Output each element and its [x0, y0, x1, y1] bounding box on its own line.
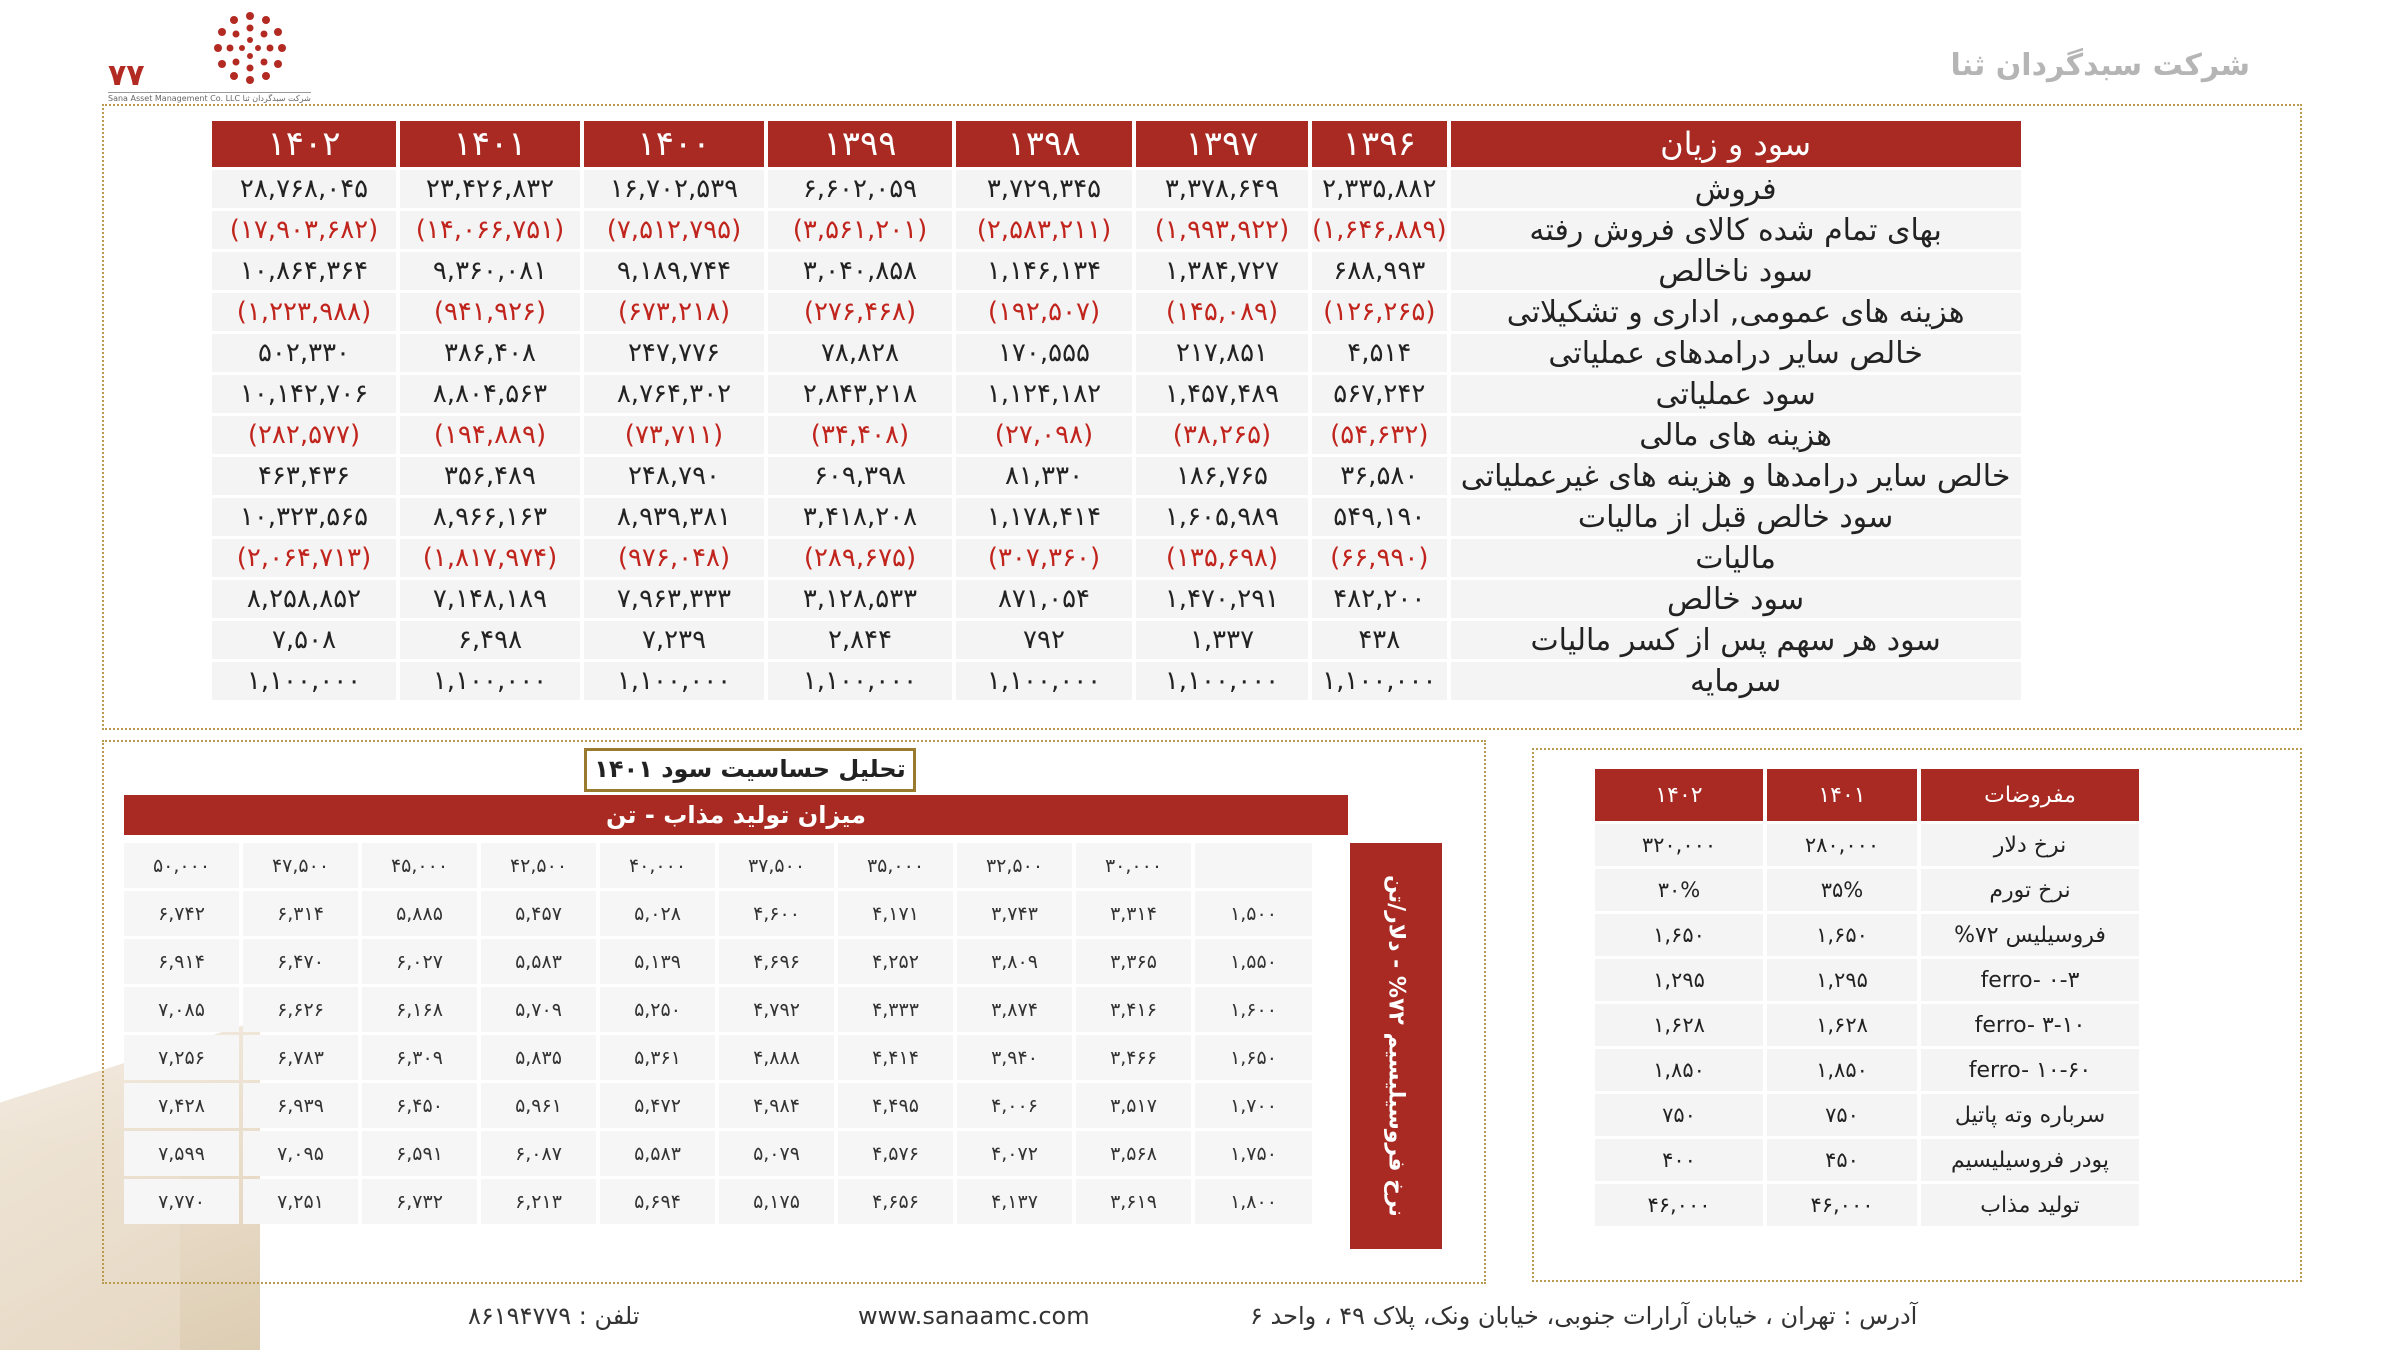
assumptions-cell: ۴۶,۰۰۰ [1595, 1184, 1763, 1226]
table-row [124, 1131, 1312, 1176]
pl-cell: ۸,۹۶۶,۱۶۳ [400, 498, 580, 536]
sensitivity-header-cell: ۳۵,۰۰۰ [838, 843, 953, 888]
sensitivity-header-cell: ۴۰,۰۰۰ [600, 843, 715, 888]
pl-cell: ۴۳۸ [1312, 621, 1447, 659]
pl-cell: ۱,۱۰۰,۰۰۰ [1136, 662, 1308, 700]
pl-cell: ۸,۲۵۸,۸۵۲ [212, 580, 396, 618]
table-row [1595, 1139, 2139, 1181]
assumptions-cell: ۷۵۰ [1595, 1094, 1763, 1136]
pl-cell: ۱,۳۳۷ [1136, 621, 1308, 659]
pl-row-label: مالیات [1451, 539, 2021, 577]
sensitivity-cell: ۵,۵۸۳ [481, 939, 596, 984]
sensitivity-header-cell: ۵۰,۰۰۰ [124, 843, 239, 888]
table-row [212, 334, 2021, 372]
assumptions-year-header: ۱۴۰۱ [1767, 769, 1917, 821]
pl-cell: (۲,۵۸۳,۲۱۱) [956, 211, 1132, 249]
pl-year-header: ۱۳۹۶ [1312, 121, 1447, 167]
pl-cell: (۲۷,۰۹۸) [956, 416, 1132, 454]
assumptions-cell: ۱,۶۵۰ [1595, 914, 1763, 956]
pl-cell: ۲۴۸,۷۹۰ [584, 457, 764, 495]
sensitivity-cell: ۵,۴۵۷ [481, 891, 596, 936]
pl-cell: ۳,۱۲۸,۵۳۳ [768, 580, 952, 618]
sensitivity-cell: ۷,۷۷۰ [124, 1179, 239, 1224]
assumptions-cell: ۱,۸۵۰ [1595, 1049, 1763, 1091]
sensitivity-row-header: ۱,۶۰۰ [1195, 987, 1312, 1032]
sensitivity-cell: ۴,۶۹۶ [719, 939, 834, 984]
pl-cell: ۲,۳۳۵,۸۸۲ [1312, 170, 1447, 208]
footer-website[interactable]: www.sanaamc.com [858, 1302, 1090, 1330]
pl-cell: (۱,۶۴۶,۸۸۹) [1312, 211, 1447, 249]
sensitivity-cell: ۴,۳۳۳ [838, 987, 953, 1032]
sensitivity-title: تحلیل حساسیت سود ۱۴۰۱ [584, 748, 916, 792]
pl-year-header: ۱۳۹۷ [1136, 121, 1308, 167]
pl-cell: ۱۰,۱۴۲,۷۰۶ [212, 375, 396, 413]
pl-cell: ۱,۱۰۰,۰۰۰ [1312, 662, 1447, 700]
pl-cell: (۶۶,۹۹۰) [1312, 539, 1447, 577]
sensitivity-cell: ۵,۲۵۰ [600, 987, 715, 1032]
pl-cell: (۱۹۴,۸۸۹) [400, 416, 580, 454]
pl-cell: ۱,۱۰۰,۰۰۰ [584, 662, 764, 700]
pl-row-label: بهای تمام شده کالای فروش رفته [1451, 211, 2021, 249]
pl-row-label: سود خالص [1451, 580, 2021, 618]
sensitivity-cell: ۶,۶۲۶ [243, 987, 358, 1032]
table-row [212, 293, 2021, 331]
table-row [1595, 959, 2139, 1001]
table-row [212, 416, 2021, 454]
pl-cell: ۱,۴۷۰,۲۹۱ [1136, 580, 1308, 618]
table-row [212, 539, 2021, 577]
sensitivity-cell: ۶,۵۹۱ [362, 1131, 477, 1176]
footer-phone: تلفن : ۸۶۱۹۴۷۷۹ [468, 1302, 640, 1330]
pl-row-label: سود عملیاتی [1451, 375, 2021, 413]
table-row [1595, 1094, 2139, 1136]
pl-cell: ۱۷۰,۵۵۵ [956, 334, 1132, 372]
pl-cell: ۹,۳۶۰,۰۸۱ [400, 252, 580, 290]
sensitivity-cell: ۷,۰۸۵ [124, 987, 239, 1032]
assumptions-table [1591, 766, 2143, 1229]
table-row [1595, 1004, 2139, 1046]
sensitivity-cell: ۷,۲۵۱ [243, 1179, 358, 1224]
assumptions-row-label: ferro- ۱۰-۶۰ [1921, 1049, 2139, 1091]
pl-year-header: ۱۴۰۲ [212, 121, 396, 167]
pl-cell: ۱,۱۰۰,۰۰۰ [400, 662, 580, 700]
pl-cell: (۱۳۵,۶۹۸) [1136, 539, 1308, 577]
sensitivity-row-header: ۱,۶۵۰ [1195, 1035, 1312, 1080]
assumptions-row-label: پودر فروسیلیسیم [1921, 1139, 2139, 1181]
pl-cell: ۶,۴۹۸ [400, 621, 580, 659]
sensitivity-cell: ۳,۷۴۳ [957, 891, 1072, 936]
sensitivity-cell: ۵,۱۳۹ [600, 939, 715, 984]
pl-cell: ۱,۳۸۴,۷۲۷ [1136, 252, 1308, 290]
sensitivity-cell: ۶,۰۸۷ [481, 1131, 596, 1176]
sensitivity-row-header: ۱,۵۵۰ [1195, 939, 1312, 984]
sensitivity-column-axis: میزان تولید مذاب - تن [124, 795, 1348, 835]
sensitivity-cell: ۴,۸۸۸ [719, 1035, 834, 1080]
sensitivity-cell: ۳,۴۶۶ [1076, 1035, 1191, 1080]
pl-year-header: ۱۴۰۰ [584, 121, 764, 167]
pl-title: سود و زیان [1451, 121, 2021, 167]
table-row [212, 457, 2021, 495]
sensitivity-cell: ۳,۸۰۹ [957, 939, 1072, 984]
assumptions-cell: ۳۵% [1767, 869, 1917, 911]
pl-cell: ۴,۵۱۴ [1312, 334, 1447, 372]
sensitivity-cell: ۶,۳۰۹ [362, 1035, 477, 1080]
sensitivity-row-header: ۱,۷۵۰ [1195, 1131, 1312, 1176]
pl-cell: (۳۸,۲۶۵) [1136, 416, 1308, 454]
sensitivity-header-row [124, 843, 1312, 888]
sensitivity-cell: ۶,۱۶۸ [362, 987, 477, 1032]
pl-cell: ۹,۱۸۹,۷۴۴ [584, 252, 764, 290]
table-row [212, 211, 2021, 249]
sensitivity-cell: ۵,۱۷۵ [719, 1179, 834, 1224]
sensitivity-cell: ۴,۵۷۶ [838, 1131, 953, 1176]
assumptions-row-label: سرباره وته پاتیل [1921, 1094, 2139, 1136]
pl-cell: ۳,۴۱۸,۲۰۸ [768, 498, 952, 536]
sensitivity-header-cell: ۴۲,۵۰۰ [481, 843, 596, 888]
sensitivity-cell: ۶,۷۳۲ [362, 1179, 477, 1224]
sensitivity-header-cell: ۳۰,۰۰۰ [1076, 843, 1191, 888]
sensitivity-cell: ۴,۴۱۴ [838, 1035, 953, 1080]
pl-cell: ۷,۲۳۹ [584, 621, 764, 659]
pl-cell: (۱۹۲,۵۰۷) [956, 293, 1132, 331]
sensitivity-cell: ۳,۳۶۵ [1076, 939, 1191, 984]
table-row [124, 1035, 1312, 1080]
sensitivity-cell: ۵,۴۷۲ [600, 1083, 715, 1128]
profit-loss-section [208, 118, 2025, 703]
pl-cell: ۴۸۲,۲۰۰ [1312, 580, 1447, 618]
pl-cell: ۷,۵۰۸ [212, 621, 396, 659]
sensitivity-cell: ۴,۹۸۴ [719, 1083, 834, 1128]
pl-cell: (۲۸۲,۵۷۷) [212, 416, 396, 454]
pl-cell: ۱۰,۳۲۳,۵۶۵ [212, 498, 396, 536]
assumptions-cell: ۱,۲۹۵ [1595, 959, 1763, 1001]
assumptions-cell: ۲۸۰,۰۰۰ [1767, 824, 1917, 866]
sensitivity-row-header: ۱,۷۰۰ [1195, 1083, 1312, 1128]
pl-cell: (۹۷۶,۰۴۸) [584, 539, 764, 577]
pl-cell: ۱,۱۷۸,۴۱۴ [956, 498, 1132, 536]
pl-cell: (۳۴,۴۰۸) [768, 416, 952, 454]
pl-cell: ۱۶,۷۰۲,۵۳۹ [584, 170, 764, 208]
sensitivity-cell: ۵,۹۶۱ [481, 1083, 596, 1128]
pl-cell: ۲۳,۴۲۶,۸۳۲ [400, 170, 580, 208]
pl-cell: (۷۳,۷۱۱) [584, 416, 764, 454]
company-logo [100, 8, 311, 103]
assumptions-cell: ۴۶,۰۰۰ [1767, 1184, 1917, 1226]
pl-cell: ۳۶,۵۸۰ [1312, 457, 1447, 495]
sensitivity-cell: ۳,۵۶۸ [1076, 1131, 1191, 1176]
pl-cell: ۱,۱۰۰,۰۰۰ [768, 662, 952, 700]
table-row [124, 939, 1312, 984]
assumptions-year-header: ۱۴۰۲ [1595, 769, 1763, 821]
table-row [124, 891, 1312, 936]
pl-cell: ۲۱۷,۸۵۱ [1136, 334, 1308, 372]
pl-cell: ۱,۱۰۰,۰۰۰ [956, 662, 1132, 700]
pl-cell: (۶۷۳,۲۱۸) [584, 293, 764, 331]
pl-cell: (۲۸۹,۶۷۵) [768, 539, 952, 577]
pl-cell: ۱,۱۰۰,۰۰۰ [212, 662, 396, 700]
sensitivity-cell: ۶,۷۴۲ [124, 891, 239, 936]
pl-cell: (۱۴,۰۶۶,۷۵۱) [400, 211, 580, 249]
pl-cell: ۱۸۶,۷۶۵ [1136, 457, 1308, 495]
sensitivity-cell: ۵,۰۲۸ [600, 891, 715, 936]
assumptions-cell: ۱,۶۲۸ [1767, 1004, 1917, 1046]
pl-row-label: سود خالص قبل از مالیات [1451, 498, 2021, 536]
sensitivity-header-cell: ۳۷,۵۰۰ [719, 843, 834, 888]
pl-cell: ۸۱,۳۳۰ [956, 457, 1132, 495]
sensitivity-header-cell: ۴۵,۰۰۰ [362, 843, 477, 888]
pl-cell: ۵۰۲,۳۳۰ [212, 334, 396, 372]
sensitivity-cell: ۵,۸۸۵ [362, 891, 477, 936]
pl-cell: (۲,۰۶۴,۷۱۳) [212, 539, 396, 577]
sensitivity-cell: ۵,۳۶۱ [600, 1035, 715, 1080]
sensitivity-cell: ۳,۶۱۹ [1076, 1179, 1191, 1224]
pl-cell: (۵۴,۶۳۲) [1312, 416, 1447, 454]
logo-number: ۷۷ [108, 58, 145, 93]
pl-cell: ۵۴۹,۱۹۰ [1312, 498, 1447, 536]
assumptions-header-row [1595, 769, 2139, 821]
pl-year-header: ۱۴۰۱ [400, 121, 580, 167]
sensitivity-cell: ۵,۸۳۵ [481, 1035, 596, 1080]
sensitivity-cell: ۵,۷۰۹ [481, 987, 596, 1032]
sensitivity-row-header: ۱,۵۰۰ [1195, 891, 1312, 936]
pl-cell: ۸۷۱,۰۵۴ [956, 580, 1132, 618]
sensitivity-cell: ۴,۱۷۱ [838, 891, 953, 936]
sensitivity-header-cell: ۴۷,۵۰۰ [243, 843, 358, 888]
assumptions-cell: ۱,۶۵۰ [1767, 914, 1917, 956]
pl-cell: ۱,۶۰۵,۹۸۹ [1136, 498, 1308, 536]
table-row [124, 1179, 1312, 1224]
assumptions-cell: ۳۲۰,۰۰۰ [1595, 824, 1763, 866]
assumptions-row-label: ferro- ۳-۱۰ [1921, 1004, 2139, 1046]
pl-cell: ۱۰,۸۶۴,۳۶۴ [212, 252, 396, 290]
pl-row-label: فروش [1451, 170, 2021, 208]
pl-cell: ۷,۹۶۳,۳۳۳ [584, 580, 764, 618]
table-row [124, 987, 1312, 1032]
sensitivity-cell: ۴,۴۹۵ [838, 1083, 953, 1128]
pl-cell: ۲,۸۴۳,۲۱۸ [768, 375, 952, 413]
assumptions-cell: ۱,۶۲۸ [1595, 1004, 1763, 1046]
pl-cell: (۳,۵۶۱,۲۰۱) [768, 211, 952, 249]
pl-cell: ۱,۱۴۶,۱۳۴ [956, 252, 1132, 290]
sensitivity-row-axis [1350, 843, 1442, 1249]
pl-cell: ۳,۳۷۸,۶۴۹ [1136, 170, 1308, 208]
brand-name: شرکت سبدگردان ثنا [1950, 48, 2250, 83]
pl-cell: ۸,۷۶۴,۳۰۲ [584, 375, 764, 413]
pl-cell: (۳۰۷,۳۶۰) [956, 539, 1132, 577]
table-row [212, 252, 2021, 290]
sensitivity-cell: ۶,۹۳۹ [243, 1083, 358, 1128]
pl-row-label: سود ناخالص [1451, 252, 2021, 290]
sensitivity-body [124, 843, 1312, 1224]
pl-cell: (۱,۸۱۷,۹۷۴) [400, 539, 580, 577]
pl-cell: ۲,۸۴۴ [768, 621, 952, 659]
pl-cell: (۱,۹۹۳,۹۲۲) [1136, 211, 1308, 249]
sensitivity-cell: ۵,۰۷۹ [719, 1131, 834, 1176]
sensitivity-cell: ۳,۳۱۴ [1076, 891, 1191, 936]
pl-row-label: خالص سایر درامدها و هزینه های غیرعملیاتی [1451, 457, 2021, 495]
table-row [212, 580, 2021, 618]
pl-year-header: ۱۳۹۹ [768, 121, 952, 167]
pl-cell: (۷,۵۱۲,۷۹۵) [584, 211, 764, 249]
sensitivity-section [120, 840, 1316, 1227]
sensitivity-cell: ۴,۲۵۲ [838, 939, 953, 984]
table-row [1595, 1049, 2139, 1091]
pl-row-label: سرمایه [1451, 662, 2021, 700]
sensitivity-table [120, 840, 1316, 1227]
pl-row-label: سود هر سهم پس از کسر مالیات [1451, 621, 2021, 659]
sensitivity-cell: ۵,۶۹۴ [600, 1179, 715, 1224]
pl-row-label: هزینه های مالی [1451, 416, 2021, 454]
sensitivity-cell: ۷,۰۹۵ [243, 1131, 358, 1176]
pl-cell: ۶۰۹,۳۹۸ [768, 457, 952, 495]
profit-loss-table [208, 118, 2025, 703]
sensitivity-cell: ۶,۳۱۴ [243, 891, 358, 936]
sensitivity-cell: ۴,۰۷۲ [957, 1131, 1072, 1176]
pl-cell: (۹۴۱,۹۲۶) [400, 293, 580, 331]
sensitivity-cell: ۷,۵۹۹ [124, 1131, 239, 1176]
pl-cell: ۴۶۳,۴۳۶ [212, 457, 396, 495]
pl-body [212, 170, 2021, 700]
sensitivity-cell: ۴,۶۵۶ [838, 1179, 953, 1224]
table-row [1595, 869, 2139, 911]
pl-cell: ۳۸۶,۴۰۸ [400, 334, 580, 372]
sensitivity-cell: ۶,۷۸۳ [243, 1035, 358, 1080]
pl-cell: ۷۹۲ [956, 621, 1132, 659]
pl-cell: (۱۷,۹۰۳,۶۸۲) [212, 211, 396, 249]
table-row [212, 621, 2021, 659]
pl-cell: (۱,۲۲۳,۹۸۸) [212, 293, 396, 331]
sensitivity-cell: ۴,۶۰۰ [719, 891, 834, 936]
sensitivity-cell: ۳,۹۴۰ [957, 1035, 1072, 1080]
sensitivity-cell: ۶,۴۷۰ [243, 939, 358, 984]
sensitivity-cell: ۶,۲۱۳ [481, 1179, 596, 1224]
pl-cell: ۳,۷۲۹,۳۴۵ [956, 170, 1132, 208]
sensitivity-row-header: ۱,۸۰۰ [1195, 1179, 1312, 1224]
sensitivity-cell: ۴,۰۰۶ [957, 1083, 1072, 1128]
assumptions-cell: ۷۵۰ [1767, 1094, 1917, 1136]
pl-cell: ۲۴۷,۷۷۶ [584, 334, 764, 372]
sensitivity-cell: ۳,۸۷۴ [957, 987, 1072, 1032]
sensitivity-cell: ۳,۵۱۷ [1076, 1083, 1191, 1128]
pl-cell: ۳,۰۴۰,۸۵۸ [768, 252, 952, 290]
assumptions-cell: ۳۰% [1595, 869, 1763, 911]
assumptions-row-label: نرخ دلار [1921, 824, 2139, 866]
table-row [212, 170, 2021, 208]
pl-row-label: هزینه های عمومی, اداری و تشکیلاتی [1451, 293, 2021, 331]
pl-cell: ۸,۸۰۴,۵۶۳ [400, 375, 580, 413]
table-row [212, 498, 2021, 536]
assumptions-row-label: تولید مذاب [1921, 1184, 2139, 1226]
assumptions-row-label: ferro- ۰-۳ [1921, 959, 2139, 1001]
pl-cell: ۷,۱۴۸,۱۸۹ [400, 580, 580, 618]
assumptions-cell: ۴۵۰ [1767, 1139, 1917, 1181]
table-row [1595, 1184, 2139, 1226]
pl-cell: (۱۲۶,۲۶۵) [1312, 293, 1447, 331]
sensitivity-header-cell [1195, 843, 1312, 888]
assumptions-section [1591, 766, 2143, 1229]
pl-cell: ۶۸۸,۹۹۳ [1312, 252, 1447, 290]
pl-row-label: خالص سایر درامدهای عملیاتی [1451, 334, 2021, 372]
assumptions-cell: ۱,۲۹۵ [1767, 959, 1917, 1001]
pl-year-header: ۱۳۹۸ [956, 121, 1132, 167]
assumptions-row-label: فروسیلیس ۷۲% [1921, 914, 2139, 956]
sensitivity-cell: ۳,۴۱۶ [1076, 987, 1191, 1032]
assumptions-title: مفروضات [1921, 769, 2139, 821]
pl-cell: ۷۸,۸۲۸ [768, 334, 952, 372]
table-row [124, 1083, 1312, 1128]
rosette-logo-icon [210, 8, 290, 88]
sensitivity-cell: ۷,۴۲۸ [124, 1083, 239, 1128]
pl-cell: ۶,۶۰۲,۰۵۹ [768, 170, 952, 208]
table-row [212, 662, 2021, 700]
sensitivity-header-cell: ۳۲,۵۰۰ [957, 843, 1072, 888]
sensitivity-row-axis-label: نرخ فروسیلیسیم ۷۲% - دلار/تن [1383, 875, 1409, 1217]
pl-cell: (۲۷۶,۴۶۸) [768, 293, 952, 331]
assumptions-row-label: نرخ تورم [1921, 869, 2139, 911]
table-row [1595, 914, 2139, 956]
assumptions-cell: ۱,۸۵۰ [1767, 1049, 1917, 1091]
pl-cell: ۲۸,۷۶۸,۰۴۵ [212, 170, 396, 208]
table-row [212, 375, 2021, 413]
pl-cell: ۳۵۶,۴۸۹ [400, 457, 580, 495]
assumptions-cell: ۴۰۰ [1595, 1139, 1763, 1181]
pl-cell: (۱۴۵,۰۸۹) [1136, 293, 1308, 331]
table-row [1595, 824, 2139, 866]
footer-address: آدرس : تهران ، خیابان آرارات جنوبی، خیابان ونک، پلاک ۴۹ ، واحد ۶ [1250, 1302, 1918, 1330]
sensitivity-cell: ۷,۲۵۶ [124, 1035, 239, 1080]
sensitivity-cell: ۶,۴۵۰ [362, 1083, 477, 1128]
pl-cell: ۵۶۷,۲۴۲ [1312, 375, 1447, 413]
sensitivity-cell: ۵,۵۸۳ [600, 1131, 715, 1176]
sensitivity-cell: ۴,۷۹۲ [719, 987, 834, 1032]
sensitivity-cell: ۶,۰۲۷ [362, 939, 477, 984]
pl-header-row [212, 121, 2021, 167]
assumptions-body [1595, 824, 2139, 1226]
pl-cell: ۱,۱۲۴,۱۸۲ [956, 375, 1132, 413]
sensitivity-cell: ۴,۱۳۷ [957, 1179, 1072, 1224]
pl-cell: ۸,۹۳۹,۳۸۱ [584, 498, 764, 536]
sensitivity-cell: ۶,۹۱۴ [124, 939, 239, 984]
logo-subtitle: Sana Asset Management Co. LLC شرکت سبدگردان ثنا [108, 94, 311, 103]
pl-cell: ۱,۴۵۷,۴۸۹ [1136, 375, 1308, 413]
